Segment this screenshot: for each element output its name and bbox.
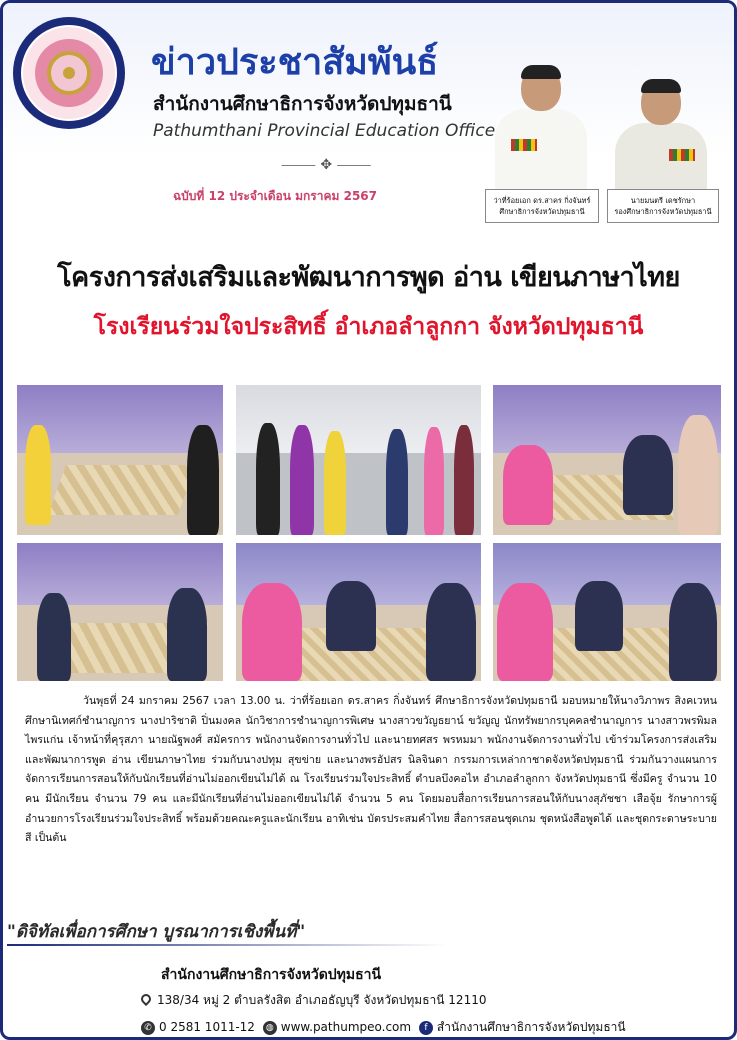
uniform	[495, 109, 587, 189]
footer-website[interactable]: www.pathumpeo.com	[280, 1020, 412, 1034]
person-figure	[256, 423, 280, 535]
medal-ribbon	[669, 149, 695, 161]
globe-icon: ◍	[263, 1021, 277, 1035]
portrait-caption-director	[485, 189, 599, 223]
slogan-bar	[3, 916, 734, 948]
ornament-divider: ⸻ ✥ ⸻	[281, 157, 372, 173]
portrait-hair	[521, 65, 561, 79]
caption-line: นายมนตรี เดชรักษา	[630, 196, 696, 205]
footer-phone: 0 2581 1011-12	[159, 1020, 255, 1034]
headline-school: โรงเรียนร่วมใจประสิทธิ์ อำเภอลำลูกกา จังหวัดปทุมธานี	[93, 313, 644, 340]
logo-hub	[63, 67, 75, 79]
office-logo	[13, 17, 125, 129]
person-figure	[37, 593, 71, 681]
news-body	[25, 692, 717, 849]
person-figure	[290, 425, 314, 535]
person-figure	[386, 429, 408, 535]
footer-facebook[interactable]: สำนักงานศึกษาธิการจังหวัดปทุมธานี	[436, 1020, 626, 1034]
photo-meeting-4	[236, 543, 481, 681]
person-figure	[167, 588, 207, 681]
facebook-icon: f	[419, 1021, 433, 1035]
phone-icon: ✆	[141, 1021, 155, 1035]
footer-office-name: สำนักงานศึกษาธิการจังหวัดปทุมธานี	[161, 967, 382, 983]
header	[3, 3, 734, 221]
caption-line: รองศึกษาธิการจังหวัดปทุมธานี	[614, 207, 712, 216]
person-figure	[187, 425, 219, 535]
portrait-deputy	[611, 79, 711, 189]
person-figure	[324, 431, 346, 535]
page-title: ข่าวประชาสัมพันธ์	[151, 41, 439, 83]
portrait-hair	[641, 79, 681, 93]
medal-ribbon	[511, 139, 537, 151]
meeting-table	[48, 465, 196, 515]
news-body-text: วันพุธที่ 24 มกราคม 2567 เวลา 13.00 น. ว่าที่ร้อยเอก ดร.สาคร กิ่งจันทร์ ศึกษาธิการจังหวัดปทุมธานี มอบหมายให้นางวิภาพร สิงคเวหน ศึกษานิเทศก์ชำนาญการ นางปาริชาติ ปิ่นมงคล นักวิชาการชำนาญการพิเศษ นางสาวขวัญธยาน์ ขวัญญู นักทรัพยากรบุคคลชำนาญการ นางสาวพรพิมล ไพรแก่น เจ้าหน้าที่คุรุสภา นายณัฐพงศ์ สมัครการ พนักงานจัดการงานทั่วไป และนายทศสร พรหมมา พนักงานจัดการงานทั่วไป เข้าร่วมโครงการส่งเสริมและพัฒนาการพูด อ่าน เขียนภาษาไทย ร่วมกับนางปทุม สุขข่าย และนางพรอัปสร นิลจินดา กรรมการเหล่ากาชาดจังหวัดปทุมธานี ร่วมกันวางแผนการจัดการเรียนการสอนให้กับนักเรียนที่อ่านไม่ออกเขียนไม่ได้ ณ โรงเรียนร่วมใจประสิทธิ์ ตำบลบึงคอไห อำเภอลำลูกกา จังหวัดปทุมธานี ซึ่งมีครู จำนวน 10 คน มีนักเรียน จำนวน 79 คน และมีนักเรียนที่อ่านไม่ออกเขียนไม่ได้ จำนวน 5 คน โดยมอบสื่อการเรียนการสอนให้กับนางสุภัชชา เสือจุ้ย รักษาการผู้อำนวยการโรงเรียนร่วมใจประสิทธิ์ พร้อมด้วยคณะครูและนักเรียน อาทิเช่น บัตรประสมคำไทย สื่อการสอนชุดเกม ชุดหนังสือพูดได้ และชุดกระดาษระบายสี เป็นต้น	[25, 695, 717, 845]
person-figure	[25, 425, 51, 525]
person-figure	[426, 583, 476, 681]
person-figure	[242, 583, 302, 681]
photo-meeting-3	[17, 543, 223, 681]
photo-meeting-1	[17, 385, 223, 535]
issue-label: ฉบับที่ 12 ประจำเดือน มกราคม 2567	[173, 189, 378, 203]
person-figure	[575, 581, 623, 651]
slogan-underline	[7, 944, 447, 946]
footer-contact-row	[141, 1018, 626, 1037]
office-name-th: สำนักงานศึกษาธิการจังหวัดปทุมธานี	[153, 93, 452, 115]
footer-address-row	[141, 991, 486, 1010]
location-pin-icon	[141, 994, 151, 1008]
portrait-director	[491, 65, 591, 189]
person-figure	[424, 427, 444, 535]
person-figure	[669, 583, 717, 681]
person-figure	[678, 415, 718, 535]
person-figure	[454, 425, 474, 535]
office-name-en: Pathumthani Provincial Education Office	[153, 121, 496, 141]
slogan: "ดิจิทัลเพื่อการศึกษา บูรณาการเชิงพื้นที่"	[7, 922, 306, 942]
caption-line: ว่าที่ร้อยเอก ดร.สาคร กิ่งจันทร์	[493, 196, 591, 205]
person-figure	[623, 435, 673, 515]
portrait-caption-deputy	[607, 189, 719, 223]
footer-address: 138/34 หมู่ 2 ตำบลรังสิต อำเภอธัญบุรี จังหวัดปทุมธานี 12110	[157, 993, 487, 1007]
person-figure	[497, 583, 553, 681]
person-figure	[326, 581, 376, 651]
photo-group	[236, 385, 481, 535]
person-figure	[503, 445, 553, 525]
photo-meeting-5	[493, 543, 721, 681]
caption-line: ศึกษาธิการจังหวัดปทุมธานี	[499, 207, 585, 216]
photo-meeting-2	[493, 385, 721, 535]
headline-project: โครงการส่งเสริมและพัฒนาการพูด อ่าน เขียนภาษาไทย	[57, 262, 680, 293]
